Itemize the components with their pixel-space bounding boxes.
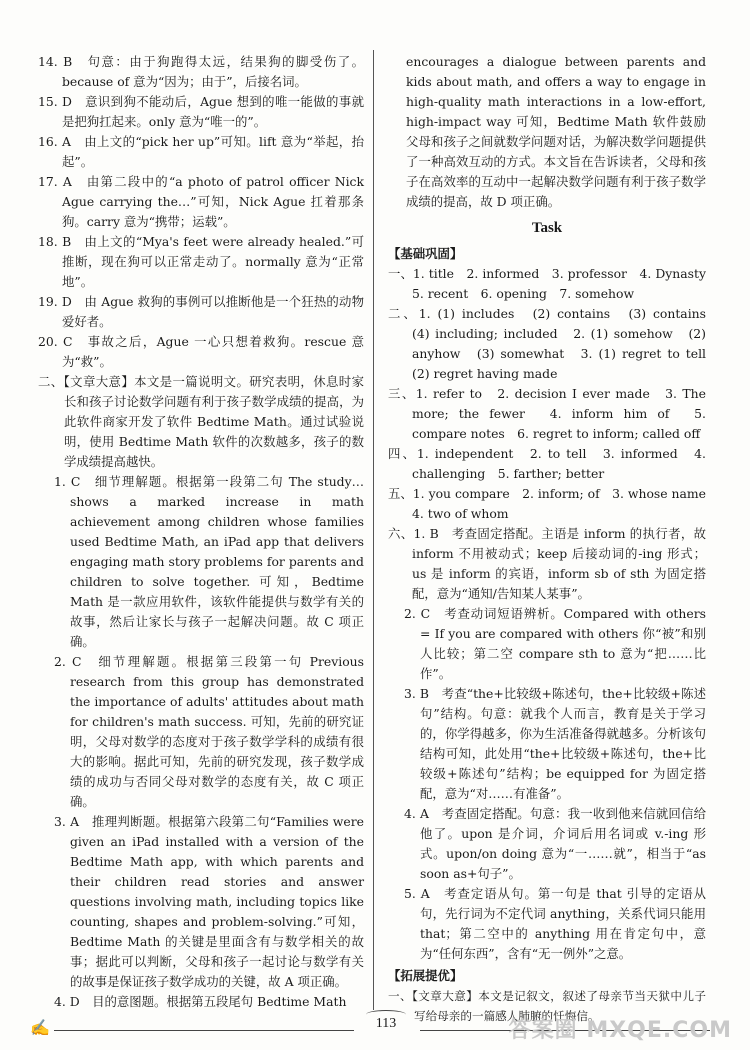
expand-summary: 一、【文章大意】本文是记叙文，叙述了母亲节当天狱中儿子写给母亲的一篇感人肺腑的忏悔信。: [388, 989, 706, 1023]
answer-item: 五、1. you compare 2. inform; of 3. whose name 4. two of whom: [388, 486, 719, 521]
answer-item: 20. C 事故之后，Ague 一心只想着救狗。rescue 意为“救”。: [38, 334, 364, 369]
answer-item: 17. A 由第二段中的“a photo of patrol officer Nick Ague carrying the…”可知，Nick Ague 扛着那条狗。carry 意为“携带；运载”。: [38, 174, 364, 229]
answer-item: 六、1. B 考查固定搭配。主语是 inform 的执行者，故 inform 不用被动式；keep 后接动词的-ing 形式；us 是 inform 的宾语，inform sb of sth 为固定搭配，意为“通知/告知某人某事”。: [388, 526, 706, 601]
answer-item: 二、1. (1) includes (2) contains (3) contains (4) including; included 2. (1) somehow (2) anyhow (3) somewhat 3. (1) regret to tell (2) regret having made: [388, 306, 719, 381]
answer-item: 15. D 意识到狗不能动后，Ague 想到的唯一能做的事就是把狗扛起来。only 意为“唯一的”。: [38, 94, 364, 129]
answer-item: 4. D 目的意图题。根据第五段尾句 Bedtime Math: [54, 994, 347, 1009]
answer-item: 2. C 考查动词短语辨析。Compared with others = If you are compared with others 你“被”和别人比较；第二空 compare sth to 意为“把……比作”。: [404, 606, 706, 681]
basic-section-header: 【基础巩固】: [388, 246, 463, 261]
pen-icon: ✍: [30, 1018, 50, 1037]
answer-item: 19. D 由 Ague 救狗的事例可以推断他是一个狂热的动物爱好者。: [38, 294, 364, 329]
task-section-title: Task: [531, 220, 563, 236]
answer-item: 四、1. independent 2. to tell 3. informed 4. challenging 5. farther; better: [388, 446, 706, 481]
answer-item: 3. A 推理判断题。根据第六段第二句“Families were given an iPad installed with a version of the Bedtime Math app, with which parents and their children read stories and answer questions involving math, including topics like counting, shapes and problem-solving.”可知，Bedtime Math 的关键是里面含有与数学相关的故事；据此可以判断，父母和孩子一起讨论与数学有关的故事是保证孩子数学成功的关键，故 A 项正确。: [54, 814, 364, 989]
right-column: [388, 52, 719, 1026]
left-column: [38, 52, 364, 1012]
answer-item: 3. B 考查“the+比较级+陈述句，the+比较级+陈述句”结构。句意：就我个人而言，教育是关于学习的，你学得越多，你为生活准备得就越多。分析该句结构可知，此处用“the+比较级+陈述句，the+比较级+陈述句”结构；be equipped for 为固定搭配，意为“对……有准备”。: [404, 686, 706, 801]
answer-item: 16. A 由上文的“pick her up”可知。lift 意为“举起，抬起”。: [38, 134, 364, 169]
answer-item: 二、【文章大意】本文是一篇说明文。研究表明，休息时家长和孩子讨论数学问题有利于孩子数学成绩的提高，为此软件商家开发了软件 Bedtime Math。通过试验说明，使用 Bedtime Math 软件的次数越多，孩子的数学成绩提高越快。: [38, 374, 364, 469]
answer-item: 4. A 考查固定搭配。句意：我一收到他来信就回信给他了。upon 是介词，介词后用名词或 v.-ing 形式。upon/on doing 意为“一……就”，相当于“as soon as+句子”。: [404, 806, 706, 881]
answer-item: 一、1. title 2. informed 3. professor 4. Dynasty 5. recent 6. opening 7. somehow: [388, 266, 719, 301]
column-divider: [373, 50, 374, 1010]
page-number: 113: [362, 1016, 410, 1032]
answer-item: 2. C 细节理解题。根据第三段第一句 Previous research from this group has demonstrated the importance of adults' attitudes about math for children's math success. 可知，先前的研究证明，父母对数学的态度对于孩子数学学科的成绩有很大的影响。据此可知，先前的研究发现，孩子数学成绩的成功与否同父母对数学的态度有关，故 C 项正确。: [54, 654, 364, 809]
right-continuation-paragraph: encourages a dialogue between parents and kids about math, and offers a way to engage in high-quality math interactions in a low-effort, high-impact way 可知，Bedtime Math 软件鼓励父母和孩子之间就数学问题对话，为解决数学问题提供了一种高效互动的方式。本文旨在告诉读者，父母和孩子在高效率的互动中一起解决数学问题有利于孩子数学成绩的提高，故 D 项正确。: [406, 54, 706, 209]
answer-item: 三、1. refer to 2. decision I ever made 3. The more; the fewer 4. inform him of 5. compare notes 6. regret to inform; called off: [388, 386, 706, 441]
answer-item: 5. A 考查定语从句。第一句是 that 引导的定语从句，先行词为不定代词 anything，关系代词只能用 that；第二空中的 anything 用在肯定句中，意为“任何东西”，含有“无一例外”之意。: [404, 886, 706, 961]
answer-item: 18. B 由上文的“Mya's feet were already healed.”可推断，现在狗可以正常走动了。normally 意为“正常地”。: [38, 234, 364, 289]
answer-item: 14. B 句意：由于狗跑得太远，结果狗的脚受伤了。because of 意为“因为；由于”，后接名词。: [38, 54, 364, 89]
answer-item: 1. C 细节理解题。根据第一段第二句 The study…shows a marked increase in math achievement among children whose families used Bedtime Math, an iPad app that delivers engaging math story problems for parents and children to solve together. 可知，Bedtime Math 是一款应用软件，该软件能提供与数学有关的故事，然后让家长与孩子一起解决问题。故 C 项正确。: [54, 474, 364, 649]
answer-list: [388, 264, 719, 964]
expand-section-header: 【拓展提优】: [388, 968, 463, 983]
watermark-text: 答案圈 MXQE.COM: [508, 1018, 732, 1043]
